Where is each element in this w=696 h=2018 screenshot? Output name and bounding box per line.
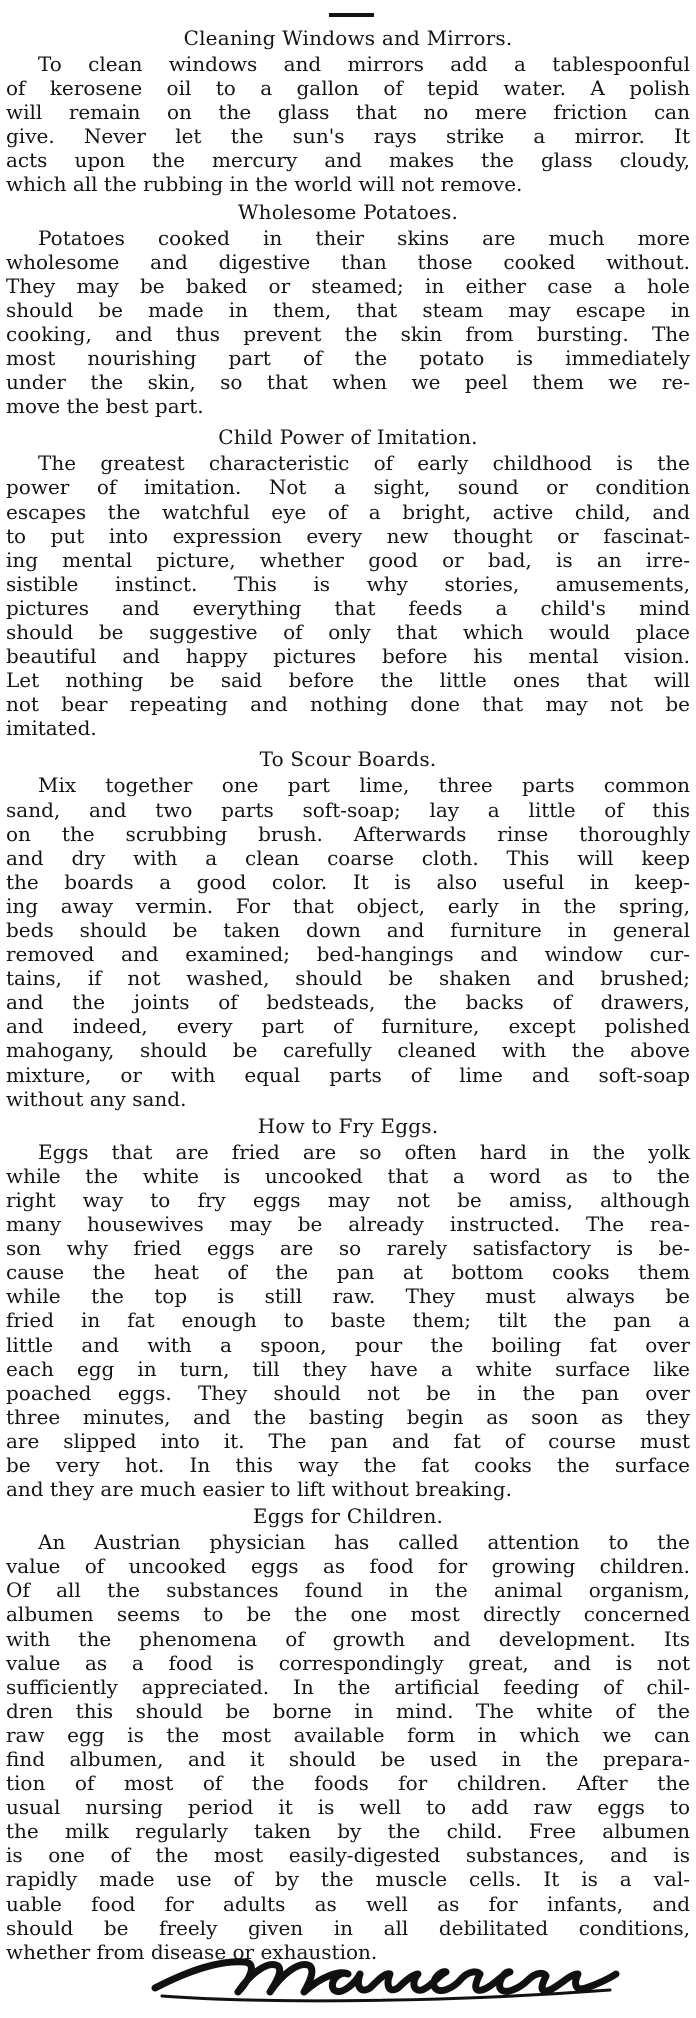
- text-line: rapidly made use of by the muscle cells. It is a val-: [6, 1867, 690, 1892]
- section-title: Cleaning Windows and Mirrors.: [183, 26, 513, 50]
- text-line: most nourishing part of the potato is immediately: [6, 346, 690, 371]
- text-line: The greatest characteristic of early childhood is the: [38, 451, 690, 476]
- section-title: Child Power of Imitation.: [218, 425, 478, 450]
- text-line: ing away vermin. For that object, early in the spring,: [6, 893, 690, 918]
- text-line: Potatoes cooked in their skins are much more: [38, 225, 690, 250]
- text-line: whether from disease or exhaustion.: [6, 1939, 378, 1964]
- text-line: usual nursing period it is well to add raw eggs to: [6, 1795, 690, 1820]
- text-line: and dry with a clean coarse cloth. This will keep: [6, 845, 690, 870]
- text-line: uable food for adults as well as for infants, and: [6, 1891, 690, 1916]
- text-line: mixture, or with equal parts of lime and soft-soap: [6, 1062, 690, 1087]
- text-line: is one of the most easily-digested substances, and is: [6, 1843, 690, 1868]
- text-line: should be made in them, that steam may escape in: [6, 297, 690, 322]
- text-line: An Austrian physician has called attention to the: [38, 1530, 690, 1555]
- signature-graphic: [150, 1930, 620, 2010]
- text-line: removed and examined; bed-hangings and window cur-: [6, 942, 690, 967]
- text-line: be very hot. In this way the fat cooks the surface: [6, 1452, 690, 1477]
- text-line: find albumen, and it should be used in the prepara-: [6, 1747, 690, 1771]
- section-body: [6, 226, 690, 419]
- text-line: Of all the substances found in the animal organism,: [6, 1578, 690, 1603]
- text-line: little and with a spoon, pour the boiling fat over: [6, 1332, 690, 1357]
- text-line: They may be baked or steamed; in either case a hole: [6, 273, 690, 298]
- text-line: Let nothing be said before the little ones that will: [6, 668, 690, 693]
- text-line: son why fried eggs are so rarely satisfactory is be-: [6, 1236, 690, 1261]
- text-line: and indeed, every part of furniture, except polished: [6, 1014, 690, 1039]
- text-line: on the scrubbing brush. Afterwards rinse thoroughly: [6, 821, 690, 846]
- text-line: right way to fry eggs may not be amiss, although: [6, 1187, 690, 1212]
- text-line: wholesome and digestive than those cooked without.: [6, 249, 690, 274]
- author-signature: [150, 1930, 620, 2010]
- text-line: cause the heat of the pan at bottom cooks them: [6, 1260, 690, 1285]
- text-line: value as a food is correspondingly great, and is not: [6, 1650, 690, 1675]
- text-line: poached eggs. They should not be in the pan over: [6, 1380, 690, 1405]
- text-line: mahogany, should be carefully cleaned with the above: [6, 1038, 690, 1063]
- text-line: dren this should be borne in mind. The white of the: [6, 1698, 690, 1723]
- text-line: without any sand.: [6, 1086, 187, 1111]
- text-line: cooking, and thus prevent the skin from bursting. The: [6, 321, 690, 346]
- text-line: should be suggestive of only that which would place: [6, 619, 690, 644]
- text-line: imitated.: [6, 716, 97, 741]
- text-line: with the phenomena of growth and development. Its: [6, 1626, 690, 1651]
- text-line: will remain on the glass that no mere friction can: [6, 100, 690, 125]
- text-line: Eggs that are fried are so often hard in the yolk: [38, 1139, 690, 1164]
- text-line: while the top is still raw. They must always be: [6, 1284, 690, 1309]
- text-line: to put into expression every new thought or fascinat-: [6, 523, 690, 548]
- text-line: sistible instinct. This is why stories, amusements,: [6, 571, 690, 596]
- text-line: power of imitation. Not a sight, sound or condition: [6, 475, 690, 500]
- text-line: give. Never let the sun's rays strike a mirror. It: [6, 124, 690, 149]
- section-body: [6, 1530, 690, 1964]
- text-line: which all the rubbing in the world will not remove.: [6, 172, 523, 197]
- text-line: sufficiently appreciated. In the artificial feeding of chil-: [6, 1674, 690, 1699]
- text-line: pictures and everything that feeds a child's mind: [6, 595, 690, 620]
- section-body: [6, 52, 690, 197]
- section-title: Wholesome Potatoes.: [237, 199, 459, 224]
- section-body: [6, 1140, 690, 1501]
- text-line: acts upon the mercury and makes the glass cloudy,: [6, 148, 690, 173]
- section-title: Eggs for Children.: [252, 1504, 444, 1529]
- text-line: raw egg is the most available form in which we can: [6, 1722, 690, 1747]
- text-line: not bear repeating and nothing done that may not be: [6, 692, 690, 717]
- text-line: beds should be taken down and furniture in general: [6, 918, 690, 942]
- text-line: ing mental picture, whether good or bad, is an irre-: [6, 547, 690, 572]
- text-line: albumen seems to be the one most directly concerned: [6, 1602, 690, 1627]
- text-line: escapes the watchful eye of a bright, active child, and: [6, 499, 690, 524]
- text-line: tains, if not washed, should be shaken and brushed;: [6, 966, 690, 991]
- section-body: [6, 451, 690, 740]
- text-line: fried in fat enough to baste them; tilt the pan a: [6, 1308, 690, 1333]
- header-rule: [329, 13, 374, 17]
- text-line: the milk regularly taken by the child. Free albumen: [6, 1819, 690, 1844]
- text-line: of kerosene oil to a gallon of tepid water. A polish: [6, 76, 690, 101]
- text-line: beautiful and happy pictures before his mental vision.: [6, 644, 690, 669]
- article-column: [6, 26, 690, 1967]
- text-line: To clean windows and mirrors add a tablespoonful: [38, 52, 690, 76]
- text-line: are slipped into it. The pan and fat of course must: [6, 1428, 690, 1453]
- section-title: To Scour Boards.: [259, 747, 437, 772]
- text-line: each egg in turn, till they have a white surface like: [6, 1356, 690, 1381]
- section-title: How to Fry Eggs.: [257, 1113, 439, 1138]
- text-line: should be freely given in all debilitated conditions,: [6, 1915, 690, 1940]
- text-line: value of uncooked eggs as food for growing children.: [6, 1554, 690, 1579]
- text-line: the boards a good color. It is also useful in keep-: [6, 869, 690, 894]
- text-line: Mix together one part lime, three parts common: [38, 773, 690, 798]
- text-line: many housewives may be already instructed. The rea-: [6, 1212, 690, 1237]
- text-line: tion of most of the foods for children. After the: [6, 1771, 690, 1796]
- text-line: and the joints of bedsteads, the backs of drawers,: [6, 990, 690, 1015]
- section-body: [6, 773, 690, 1110]
- text-line: move the best part.: [6, 394, 204, 419]
- text-line: under the skin, so that when we peel them we re-: [6, 370, 690, 395]
- text-line: three minutes, and the basting begin as soon as they: [6, 1404, 690, 1429]
- text-line: while the white is uncooked that a word as to the: [6, 1163, 690, 1188]
- text-line: and they are much easier to lift without breaking.: [6, 1477, 512, 1502]
- text-line: sand, and two parts soft-soap; lay a little of this: [6, 797, 690, 822]
